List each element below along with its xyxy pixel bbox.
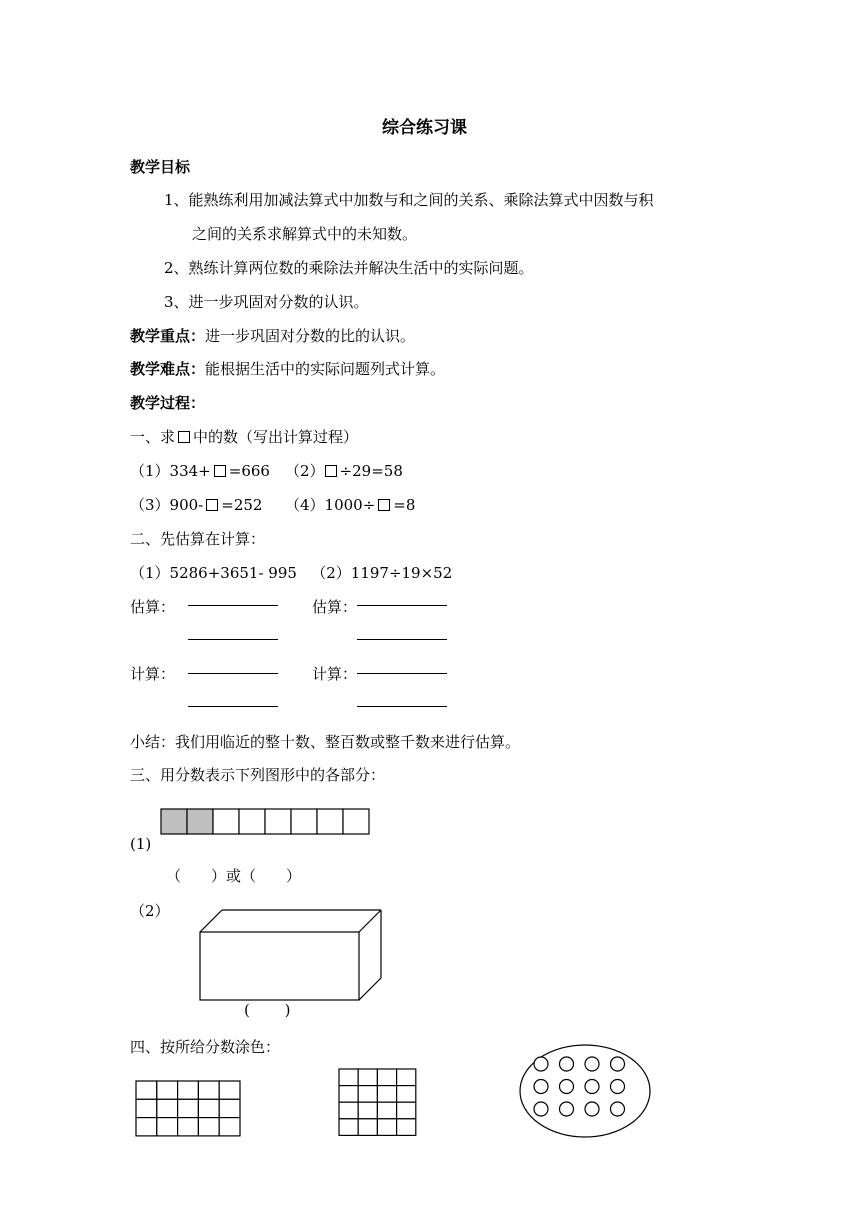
objective-1-line-1: 1、能熟练利用加减法算式中加数与和之间的关系、乘除法算式中因数与积 (164, 191, 654, 209)
estimate-label-right: 估算： (312, 598, 358, 616)
small-circle[interactable] (560, 1102, 574, 1116)
answer-line (357, 639, 447, 640)
page-title: 综合练习课 (382, 118, 467, 138)
key-point-text: 进一步巩固对分数的比的认识。 (205, 327, 416, 345)
section1-heading (130, 427, 358, 447)
strip-cell-shaded (161, 809, 187, 834)
strip-cell (213, 809, 239, 834)
figure-2-answer: ( ) (244, 1001, 291, 1019)
section4-heading: 四、按所给分数涂色： (130, 1038, 281, 1056)
grid-cell[interactable] (198, 1099, 219, 1117)
key-point (130, 326, 415, 346)
question-2-a: （2） (285, 462, 325, 480)
question-4-b: =8 (393, 496, 416, 514)
objective-2: 2、熟练计算两位数的乘除法并解决生活中的实际问题。 (164, 259, 534, 277)
key-point-label: 教学重点： (130, 327, 206, 345)
question-1-a: （1）334+ (130, 462, 211, 480)
section1-heading-b: 中的数（写出计算过程） (193, 428, 359, 446)
difficulty (130, 359, 445, 379)
grid-cell[interactable] (339, 1069, 358, 1086)
strip-cell (291, 809, 317, 834)
grid-cell[interactable] (397, 1119, 416, 1136)
strip-cell (317, 809, 343, 834)
grid-cell[interactable] (198, 1118, 219, 1136)
grid-cell[interactable] (397, 1102, 416, 1119)
grid-cell[interactable] (219, 1081, 240, 1099)
grid-cell[interactable] (377, 1119, 396, 1136)
answer-line (357, 673, 447, 674)
grid-cell[interactable] (178, 1081, 199, 1099)
grid-cell[interactable] (219, 1099, 240, 1117)
grid-cell[interactable] (157, 1099, 178, 1117)
question-1-b: =666 (228, 462, 270, 480)
question-2-b: ÷29=58 (339, 462, 403, 480)
section3-heading: 三、用分数表示下列图形中的各部分： (130, 766, 386, 784)
objectives-heading: 教学目标 (130, 158, 191, 176)
grid-cell[interactable] (136, 1099, 157, 1117)
grid-cell[interactable] (358, 1119, 377, 1136)
grid-cell[interactable] (178, 1099, 199, 1117)
grid-cell[interactable] (178, 1118, 199, 1136)
answer-line (188, 673, 278, 674)
small-circle[interactable] (611, 1057, 625, 1071)
estimate-label-left: 估算： (130, 598, 176, 616)
small-circle[interactable] (534, 1102, 548, 1116)
small-circle[interactable] (611, 1080, 625, 1094)
grid-cell[interactable] (377, 1102, 396, 1119)
difficulty-text: 能根据生活中的实际问题列式计算。 (205, 360, 446, 378)
figure-1-label: (1) (130, 835, 152, 853)
question-1 (130, 461, 270, 481)
grid-cell[interactable] (358, 1069, 377, 1086)
blank-box-icon (378, 499, 390, 511)
objective-3: 3、进一步巩固对分数的认识。 (164, 293, 369, 311)
section1-heading-a: 一、求 (130, 428, 176, 446)
grid-cell[interactable] (397, 1086, 416, 1103)
strip-cell-shaded (187, 809, 213, 834)
figure-1-answer: （ ）或（ ） (166, 867, 302, 885)
answer-line (188, 706, 278, 707)
question-3 (130, 495, 262, 515)
question-3-b: =252 (221, 496, 263, 514)
grid-cell[interactable] (358, 1102, 377, 1119)
coloring-grid-1 (135, 1080, 241, 1137)
cuboid-front-face (200, 932, 359, 1000)
grid-cell[interactable] (339, 1086, 358, 1103)
fraction-strip (160, 808, 370, 835)
grid-cell[interactable] (157, 1081, 178, 1099)
process-heading: 教学过程： (130, 394, 206, 412)
grid-cell[interactable] (339, 1119, 358, 1136)
small-circle[interactable] (585, 1102, 599, 1116)
small-circle[interactable] (534, 1080, 548, 1094)
strip-cell (343, 809, 369, 834)
answer-line (357, 605, 447, 606)
cuboid-figure (198, 908, 384, 1002)
grid-cell[interactable] (377, 1069, 396, 1086)
grid-cell[interactable] (219, 1118, 240, 1136)
grid-cell[interactable] (136, 1118, 157, 1136)
difficulty-label: 教学难点： (130, 360, 206, 378)
calc-label-left: 计算： (130, 665, 176, 683)
question-2 (285, 461, 403, 481)
grid-cell[interactable] (136, 1081, 157, 1099)
grid-cell[interactable] (198, 1081, 219, 1099)
cuboid-edge (200, 910, 222, 932)
small-circle[interactable] (534, 1057, 548, 1071)
answer-line (357, 706, 447, 707)
question-3-a: （3）900- (130, 496, 204, 514)
small-circle[interactable] (585, 1080, 599, 1094)
section2-summary: 小结：我们用临近的整十数、整百数或整千数来进行估算。 (130, 733, 521, 751)
figure-2-label: （2） (130, 902, 170, 920)
grid-cell[interactable] (157, 1118, 178, 1136)
cuboid-edge (359, 910, 381, 932)
question-4 (285, 495, 415, 515)
objective-1-line-2: 之间的关系求解算式中的未知数。 (192, 225, 418, 243)
calc-label-right: 计算： (312, 665, 358, 683)
grid-cell[interactable] (339, 1102, 358, 1119)
grid-cell[interactable] (358, 1086, 377, 1103)
answer-line (188, 639, 278, 640)
section2-heading: 二、先估算在计算： (130, 530, 266, 548)
grid-cell[interactable] (397, 1069, 416, 1086)
small-circle[interactable] (611, 1102, 625, 1116)
blank-box-icon (206, 499, 218, 511)
blank-box-icon (325, 465, 337, 477)
blank-box-icon (214, 465, 226, 477)
answer-line (188, 605, 278, 606)
small-circle[interactable] (560, 1057, 574, 1071)
blank-box-icon (178, 431, 190, 443)
strip-cell (265, 809, 291, 834)
coloring-grid-2 (338, 1068, 417, 1137)
circle-group (518, 1043, 653, 1140)
grid-cell[interactable] (377, 1086, 396, 1103)
strip-cell (239, 809, 265, 834)
cuboid-edge (359, 978, 381, 1000)
small-circle[interactable] (585, 1057, 599, 1071)
small-circle[interactable] (560, 1080, 574, 1094)
question-4-a: （4）1000÷ (285, 496, 376, 514)
section2-problem: （1）5286+3651- 995 （2）1197÷19×52 (130, 564, 453, 582)
